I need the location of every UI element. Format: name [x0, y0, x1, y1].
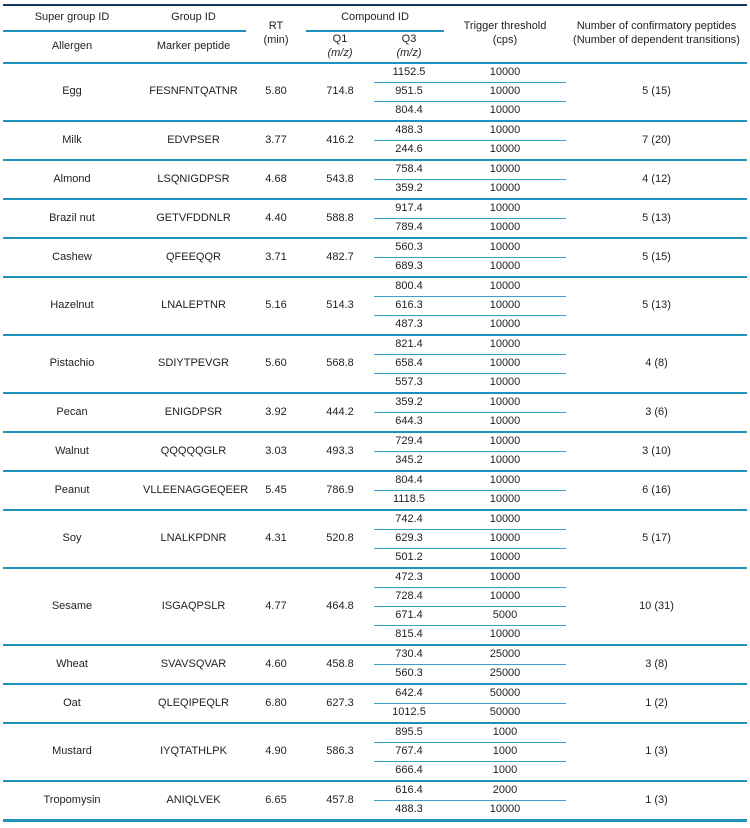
- table-row: [3, 121, 747, 141]
- confirmatory-cell: 5 (13): [566, 199, 747, 238]
- table-row: [3, 393, 747, 413]
- allergen-cell: Sesame: [3, 568, 141, 645]
- marker-peptide-cell: QQQQQGLR: [141, 432, 246, 471]
- confirmatory-cell: 5 (15): [566, 63, 747, 121]
- q3-cell: 472.3: [374, 568, 444, 588]
- q3-cell: 1152.5: [374, 63, 444, 83]
- confirmatory-cell: 6 (16): [566, 471, 747, 510]
- marker-peptide-cell: SVAVSQVAR: [141, 645, 246, 684]
- threshold-cell: 1000: [444, 723, 566, 743]
- table-header: [3, 5, 747, 63]
- rt-cell: 3.71: [246, 238, 306, 277]
- q3-cell: 758.4: [374, 160, 444, 180]
- allergen-cell: Cashew: [3, 238, 141, 277]
- q3-cell: 644.3: [395, 415, 423, 428]
- q3-cell: 345.2: [395, 454, 423, 467]
- q3-cell: 488.3: [395, 803, 423, 816]
- q3-cell: 501.2: [395, 551, 423, 564]
- q3-cell: 616.3: [374, 296, 444, 315]
- allergen-mrm-table: [3, 4, 747, 822]
- confirmatory-cell: 3 (6): [566, 393, 747, 432]
- allergen-cell: Tropomysin: [3, 781, 141, 821]
- threshold-cell: 10000: [444, 529, 566, 548]
- confirmatory-cell: 3 (10): [566, 432, 747, 471]
- rt-cell: 4.68: [246, 160, 306, 199]
- threshold-cell: 10000: [489, 628, 521, 641]
- threshold-cell: 10000: [489, 454, 521, 467]
- threshold-cell: 1000: [444, 742, 566, 761]
- q3-cell: 1012.5: [392, 706, 426, 719]
- threshold-cell: 10000: [489, 803, 521, 816]
- threshold-cell: 10000: [489, 551, 521, 564]
- q3-cell: 730.4: [374, 645, 444, 665]
- marker-peptide-cell: QLEQIPEQLR: [141, 684, 246, 723]
- confirmatory-cell: 1 (2): [566, 684, 747, 723]
- marker-peptide-cell: ANIQLVEK: [141, 781, 246, 821]
- q3-cell: 917.4: [374, 199, 444, 219]
- allergen-cell: Pistachio: [3, 335, 141, 393]
- threshold-cell: 10000: [489, 182, 521, 195]
- q3-cell: 804.4: [374, 471, 444, 491]
- threshold-cell: 10000: [444, 199, 566, 219]
- q3-cell: 951.5: [374, 82, 444, 101]
- q1-cell: 714.8: [306, 63, 374, 121]
- rt-cell: 5.80: [246, 63, 306, 121]
- q1-cell: 514.3: [306, 277, 374, 335]
- marker-peptide-cell: LNALEPTNR: [141, 277, 246, 335]
- allergen-cell: Egg: [3, 63, 141, 121]
- q1-cell: 543.8: [306, 160, 374, 199]
- q3-cell: 359.2: [374, 393, 444, 413]
- q1-cell: 786.9: [306, 471, 374, 510]
- threshold-cell: 10000: [444, 335, 566, 355]
- header-trigger-threshold: [444, 5, 566, 63]
- q1-cell: 493.3: [306, 432, 374, 471]
- table-row: [3, 781, 747, 801]
- q3-cell: 488.3: [374, 121, 444, 141]
- allergen-cell: Oat: [3, 684, 141, 723]
- q3-cell: 616.4: [374, 781, 444, 801]
- table-body: [3, 63, 747, 821]
- header-q3-unit: (m/z): [396, 46, 422, 59]
- confirmatory-cell: 4 (8): [566, 335, 747, 393]
- q3-cell: 804.4: [395, 104, 423, 117]
- q1-cell: 627.3: [306, 684, 374, 723]
- threshold-cell: 10000: [489, 318, 521, 331]
- rt-cell: 6.65: [246, 781, 306, 821]
- table-row: [3, 645, 747, 665]
- threshold-cell: 10000: [489, 221, 521, 234]
- q3-cell: 821.4: [374, 335, 444, 355]
- table-row: [3, 568, 747, 588]
- q3-cell: 689.3: [395, 260, 423, 273]
- rt-cell: 3.77: [246, 121, 306, 160]
- header-q3-label: Q3: [401, 33, 417, 45]
- allergen-cell: Almond: [3, 160, 141, 199]
- table-row: [3, 510, 747, 530]
- q1-cell: 458.8: [306, 645, 374, 684]
- threshold-cell: 25000: [489, 667, 521, 680]
- table-row: [3, 160, 747, 180]
- marker-peptide-cell: ISGAQPSLR: [141, 568, 246, 645]
- threshold-cell: 10000: [444, 238, 566, 258]
- marker-peptide-cell: LSQNIGDPSR: [141, 160, 246, 199]
- marker-peptide-cell: ENIGDPSR: [141, 393, 246, 432]
- rt-cell: 3.92: [246, 393, 306, 432]
- allergen-cell: Brazil nut: [3, 199, 141, 238]
- threshold-cell: 25000: [444, 645, 566, 665]
- rt-cell: 4.31: [246, 510, 306, 568]
- q3-cell: 729.4: [374, 432, 444, 452]
- q3-cell: 742.4: [374, 510, 444, 530]
- allergen-cell: Wheat: [3, 645, 141, 684]
- allergen-cell: Mustard: [3, 723, 141, 781]
- allergen-cell: Pecan: [3, 393, 141, 432]
- header-rt-label: RT: [268, 20, 284, 32]
- threshold-cell: 5000: [444, 606, 566, 625]
- threshold-cell: 10000: [489, 415, 521, 428]
- q3-cell: 629.3: [374, 529, 444, 548]
- threshold-cell: 50000: [444, 684, 566, 704]
- rt-cell: 6.80: [246, 684, 306, 723]
- rt-cell: 5.16: [246, 277, 306, 335]
- table-row: [3, 63, 747, 83]
- confirmatory-cell: 7 (20): [566, 121, 747, 160]
- threshold-cell: 10000: [489, 104, 521, 117]
- rt-cell: 4.77: [246, 568, 306, 645]
- confirmatory-cell: 1 (3): [566, 781, 747, 821]
- confirmatory-cell: 1 (3): [566, 723, 747, 781]
- q3-cell: 728.4: [374, 587, 444, 606]
- q3-cell: 815.4: [395, 628, 423, 641]
- rt-cell: 5.60: [246, 335, 306, 393]
- allergen-cell: Soy: [3, 510, 141, 568]
- q3-cell: 789.4: [395, 221, 423, 234]
- q3-cell: 557.3: [395, 376, 423, 389]
- marker-peptide-cell: FESNFNTQATNR: [141, 63, 246, 121]
- threshold-cell: 10000: [444, 296, 566, 315]
- q1-cell: 416.2: [306, 121, 374, 160]
- threshold-cell: 10000: [489, 260, 521, 273]
- rt-cell: 5.45: [246, 471, 306, 510]
- q3-cell: 767.4: [374, 742, 444, 761]
- q3-cell: 666.4: [395, 764, 423, 777]
- confirmatory-cell: 3 (8): [566, 645, 747, 684]
- confirmatory-cell: 5 (13): [566, 277, 747, 335]
- table-row: [3, 335, 747, 355]
- threshold-cell: 10000: [444, 63, 566, 83]
- header-trigger-label: Trigger threshold: [463, 20, 547, 32]
- header-compound-id: Compound ID: [306, 5, 444, 31]
- header-q1-unit: (m/z): [327, 46, 353, 59]
- marker-peptide-cell: SDIYTPEVGR: [141, 335, 246, 393]
- threshold-cell: 10000: [489, 376, 521, 389]
- header-rt-unit: (min): [263, 33, 289, 46]
- confirmatory-cell: 4 (12): [566, 160, 747, 199]
- q3-cell: 487.3: [395, 318, 423, 331]
- threshold-cell: 10000: [444, 587, 566, 606]
- threshold-cell: 10000: [444, 121, 566, 141]
- table-row: [3, 238, 747, 258]
- threshold-cell: 10000: [444, 82, 566, 101]
- q3-cell: 658.4: [374, 354, 444, 373]
- confirmatory-cell: 10 (31): [566, 568, 747, 645]
- q1-cell: 482.7: [306, 238, 374, 277]
- allergen-cell: Walnut: [3, 432, 141, 471]
- q3-cell: 560.3: [395, 667, 423, 680]
- q1-cell: 520.8: [306, 510, 374, 568]
- header-allergen: Allergen: [3, 31, 141, 63]
- table-row: [3, 432, 747, 452]
- threshold-cell: 10000: [444, 354, 566, 373]
- threshold-cell: 50000: [489, 706, 521, 719]
- header-trigger-unit: (cps): [492, 33, 518, 46]
- rt-cell: 4.60: [246, 645, 306, 684]
- q1-cell: 444.2: [306, 393, 374, 432]
- q3-cell: 800.4: [374, 277, 444, 297]
- threshold-cell: 1000: [492, 764, 518, 777]
- table-row: [3, 723, 747, 743]
- header-group-id: Group ID: [141, 5, 246, 31]
- q3-cell: 1118.5: [392, 493, 425, 506]
- confirmatory-cell: 5 (15): [566, 238, 747, 277]
- q1-cell: 464.8: [306, 568, 374, 645]
- q3-cell: 642.4: [374, 684, 444, 704]
- q3-cell: 359.2: [395, 182, 423, 195]
- header-rt: [246, 5, 306, 63]
- rt-cell: 3.03: [246, 432, 306, 471]
- q3-cell: 244.6: [395, 143, 423, 156]
- header-confirmatory: Number of confirmatory peptides (Number of dependent transitions): [566, 5, 747, 63]
- header-super-group-id: Super group ID: [3, 5, 141, 31]
- rt-cell: 4.90: [246, 723, 306, 781]
- threshold-cell: 10000: [444, 432, 566, 452]
- threshold-cell: 10000: [444, 568, 566, 588]
- marker-peptide-cell: GETVFDDNLR: [141, 199, 246, 238]
- table-row: [3, 199, 747, 219]
- confirmatory-cell: 5 (17): [566, 510, 747, 568]
- threshold-cell: 10000: [444, 160, 566, 180]
- table-row: [3, 277, 747, 297]
- table-row: [3, 684, 747, 704]
- q1-cell: 588.8: [306, 199, 374, 238]
- allergen-cell: Peanut: [3, 471, 141, 510]
- marker-peptide-cell: IYQTATHLPK: [141, 723, 246, 781]
- q1-cell: 586.3: [306, 723, 374, 781]
- allergen-cell: Hazelnut: [3, 277, 141, 335]
- threshold-cell: 2000: [444, 781, 566, 801]
- threshold-cell: 10000: [444, 510, 566, 530]
- q3-cell: 895.5: [374, 723, 444, 743]
- header-q3: [374, 31, 444, 63]
- threshold-cell: 10000: [489, 493, 521, 506]
- header-marker-peptide: Marker peptide: [141, 31, 246, 63]
- header-q1: [306, 31, 374, 63]
- marker-peptide-cell: LNALKPDNR: [141, 510, 246, 568]
- threshold-cell: 10000: [489, 143, 521, 156]
- marker-peptide-cell: EDVPSER: [141, 121, 246, 160]
- header-q1-label: Q1: [332, 33, 348, 45]
- threshold-cell: 10000: [444, 393, 566, 413]
- marker-peptide-cell: QFEEQQR: [141, 238, 246, 277]
- q3-cell: 671.4: [374, 606, 444, 625]
- q3-cell: 560.3: [374, 238, 444, 258]
- allergen-cell: Milk: [3, 121, 141, 160]
- threshold-cell: 10000: [444, 277, 566, 297]
- rt-cell: 4.40: [246, 199, 306, 238]
- table-row: [3, 471, 747, 491]
- q1-cell: 568.8: [306, 335, 374, 393]
- threshold-cell: 10000: [444, 471, 566, 491]
- q1-cell: 457.8: [306, 781, 374, 821]
- marker-peptide-cell: VLLEENAGGEQEER: [141, 471, 246, 510]
